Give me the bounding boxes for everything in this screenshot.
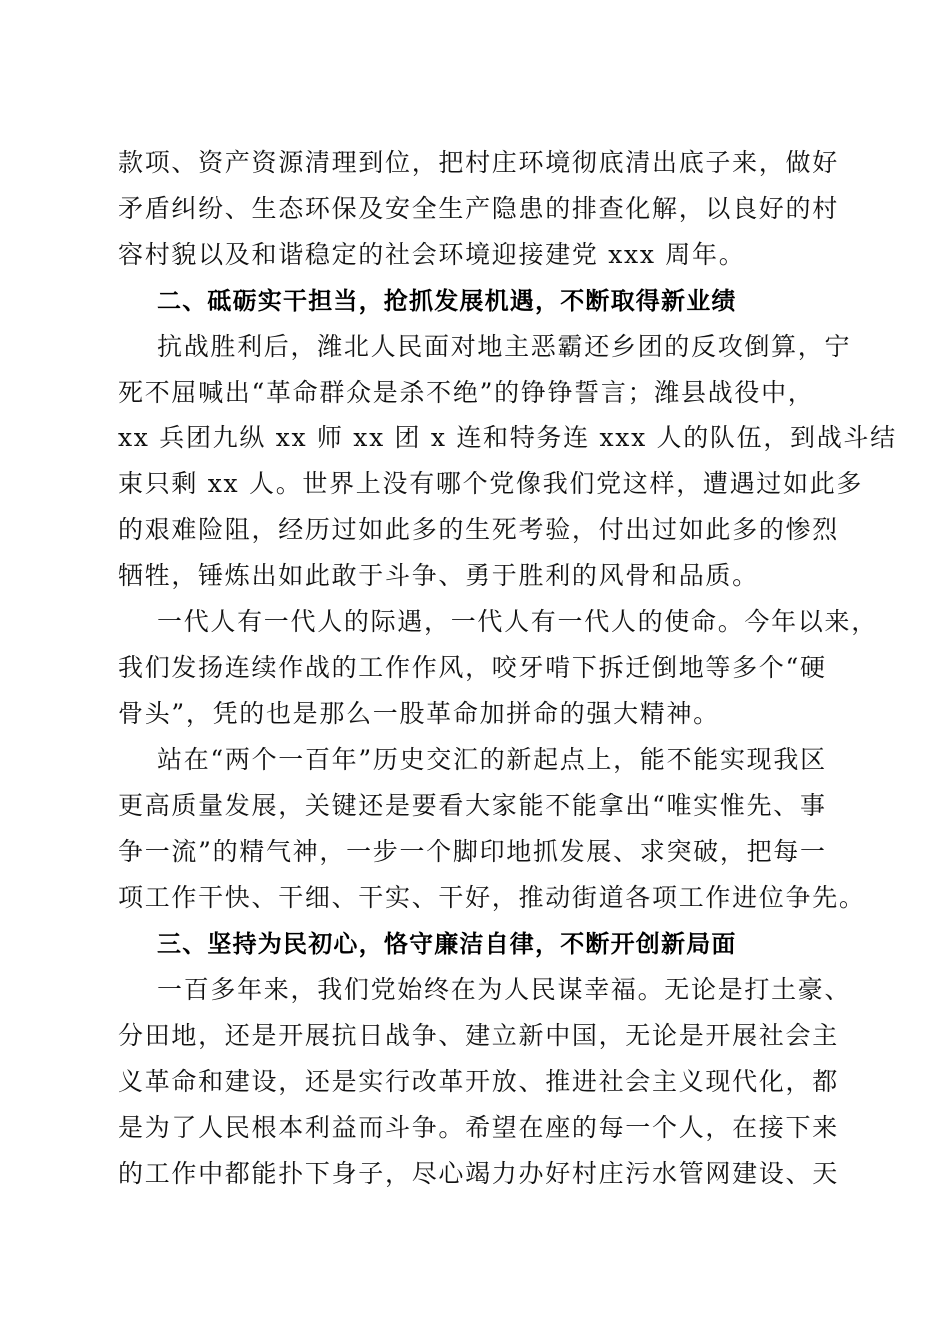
paragraph-line: 的工作中都能扑下身子，尽心竭力办好村庄污水管网建设、天 [118, 1159, 839, 1188]
paragraph-line: 死不屈喊出“革命群众是杀不绝”的铮铮誓言；潍县战役中， [118, 378, 815, 407]
paragraph-line: 我们发扬连续作战的工作作风，咬牙啃下拆迁倒地等多个“硬 [118, 653, 827, 682]
paragraph-line: xx 兵团九纵 xx 师 xx 团 x 连和特务连 xxx 人的队伍，到战斗结 [118, 423, 897, 452]
paragraph-line: 抗战胜利后，潍北人民面对地主恶霸还乡团的反攻倒算，宁 [157, 332, 852, 361]
paragraph-line: 牺牲，锤炼出如此敢于斗争、勇于胜利的风骨和品质。 [118, 561, 759, 590]
paragraph-line: 更高质量发展，关键还是要看大家能不能拿出“唯实惟先、事 [118, 791, 827, 820]
section-heading-3: 三、坚持为民初心，恪守廉洁自律，不断开创新局面 [157, 930, 737, 958]
paragraph-line: 是为了人民根本利益而斗争。希望在座的每一个人，在接下来 [118, 1113, 839, 1142]
paragraph-line: 的艰难险阻，经历过如此多的生死考验，付出过如此多的惨烈 [118, 515, 839, 544]
paragraph-line: 站在“两个一百年”历史交汇的新起点上，能不能实现我区 [157, 745, 827, 774]
paragraph-line: 款项、资产资源清理到位，把村庄环境彻底清出底子来，做好 [118, 148, 839, 177]
paragraph-line: 一百多年来，我们党始终在为人民谋幸福。无论是打土豪、 [157, 975, 852, 1004]
paragraph-line: 矛盾纠纷、生态环保及安全生产隐患的排查化解，以良好的村 [118, 194, 839, 223]
paragraph-line: 容村貌以及和谐稳定的社会环境迎接建党 xxx 周年。 [118, 240, 746, 269]
paragraph-line: 分田地，还是开展抗日战争、建立新中国，无论是开展社会主 [118, 1021, 839, 1050]
paragraph-line: 骨头”，凭的也是那么一股革命加拼命的强大精神。 [118, 699, 720, 728]
paragraph-line: 项工作干快、干细、干实、干好，推动街道各项工作进位争先。 [118, 883, 866, 912]
paragraph-line: 一代人有一代人的际遇，一代人有一代人的使命。今年以来， [157, 607, 878, 636]
paragraph-line: 束只剩 xx 人。世界上没有哪个党像我们党这样，遭遇过如此多 [118, 469, 864, 498]
paragraph-line: 义革命和建设，还是实行改革开放、推进社会主义现代化，都 [118, 1067, 839, 1096]
section-heading-2: 二、砥砺实干担当，抢抓发展机遇，不断取得新业绩 [157, 287, 737, 315]
paragraph-line: 争一流”的精气神，一步一个脚印地抓发展、求突破，把每一 [118, 837, 827, 866]
